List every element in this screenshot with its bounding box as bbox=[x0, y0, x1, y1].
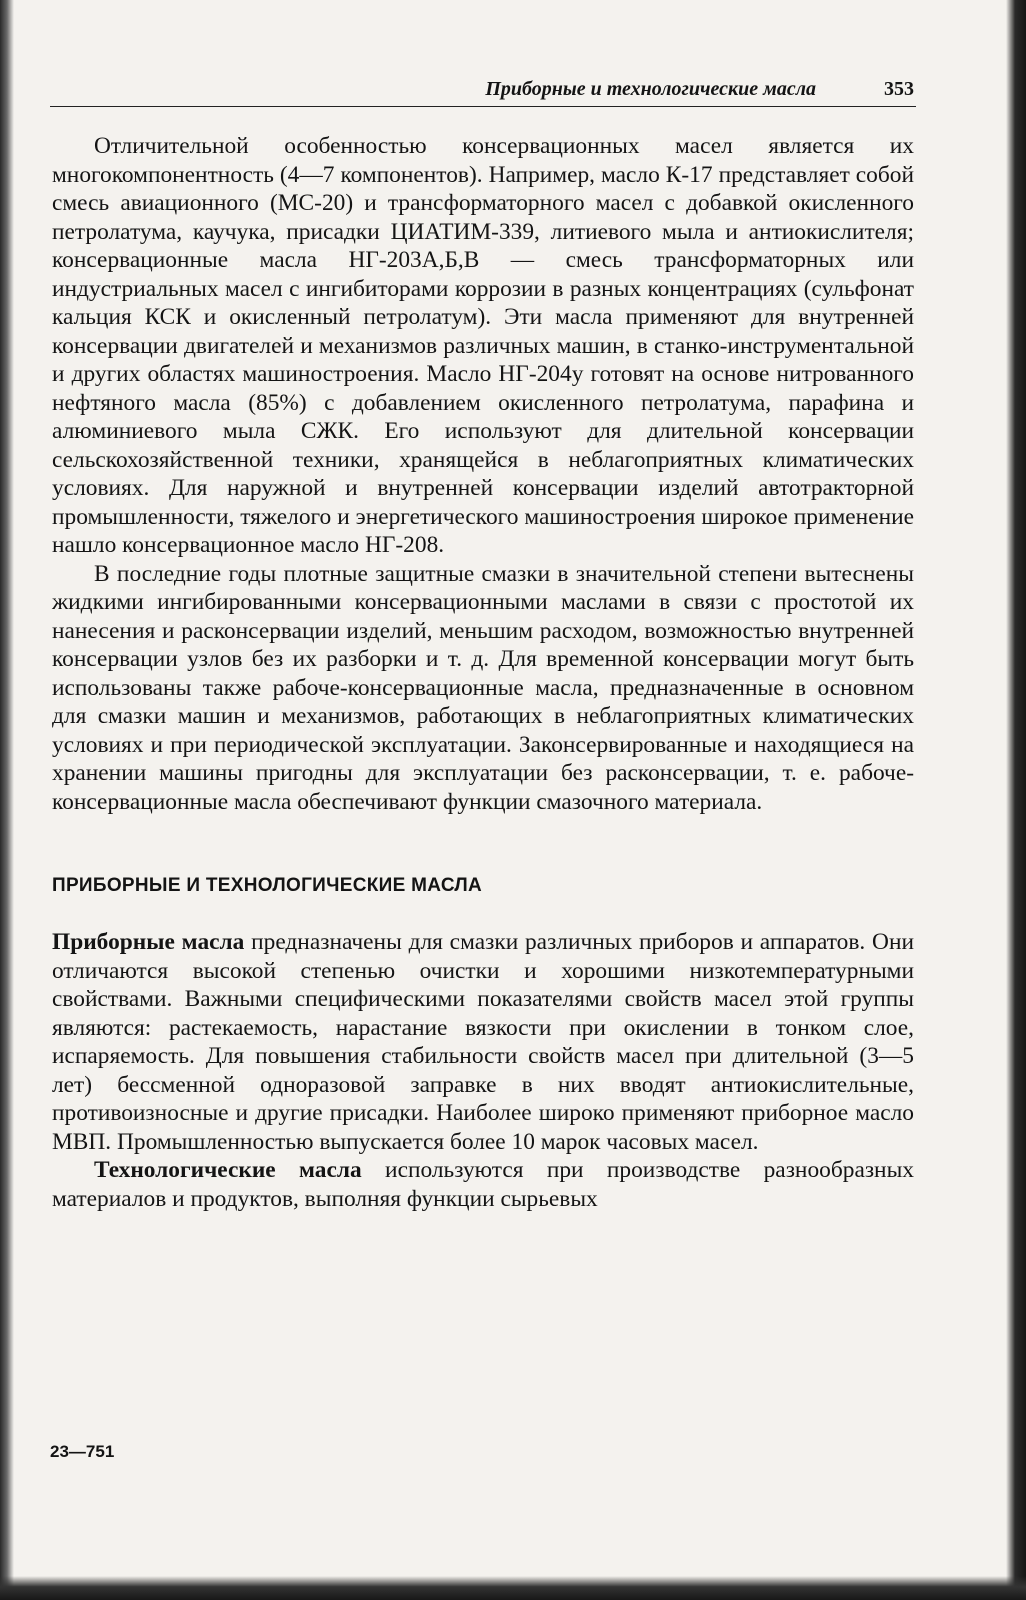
term-technological-oils: Технологические масла bbox=[94, 1157, 362, 1183]
paragraph-instrument-oils bbox=[52, 928, 914, 1156]
technological-oils-text: используются при производстве разнообразных материалов и продуктов, выполняя функции сырьевых bbox=[52, 1157, 914, 1212]
paragraph-technological-oils bbox=[52, 1156, 914, 1213]
paragraph-preservation-oils: Отличительной особенностью консервационных масел является их многокомпонентность (4—7 компонентов). Например, масло К-17 представляет собой смесь авиационного (МС-20) и трансформаторного масел с добавкой окисленного петролатума, каучука, присадки ЦИАТИМ-339, литиевого мыла и антиокислителя; консервационные масла НГ-203А,Б,В — смесь трансформаторных или индустриальных масел с ингибиторами коррозии в разных концентрациях (сульфонат кальция КСК и окисленный петролатум). Эти масла применяют для внутренней консервации двигателей и механизмов различных машин, в станко-инструментальной и других областях машиностроения. Масло НГ-204у готовят на основе нитрованного нефтяного масла (85%) с добавлением окисленного петролатума, парафина и алюминиевого мыла СЖК. Его используют для длительной консервации сельскохозяйственной техники, хранящейся в неблагоприятных климатических условиях. Для наружной и внутренней консервации изделий автотракторной промышленности, тяжелого и энергетического машиностроения широкое применение нашло консервационное масло НГ-208. bbox=[52, 133, 914, 558]
page-left-edge-shadow bbox=[0, 0, 14, 1600]
term-instrument-oils: Приборные масла bbox=[52, 929, 245, 955]
body-text bbox=[52, 132, 914, 1213]
printer-signature: 23—751 bbox=[50, 1442, 115, 1461]
page-bottom-edge-shadow bbox=[0, 1576, 1026, 1600]
section-heading: ПРИБОРНЫЕ И ТЕХНОЛОГИЧЕСКИЕ МАСЛА bbox=[52, 875, 483, 896]
instrument-oils-text: предназначены для смазки различных приборов и аппаратов. Они отличаются высокой степенью очистки и хорошими низкотемпературными свойствами. Важными специфическими показателями свойств масел этой группы являются: растекаемость, нарастание вязкости при окислении в тонком слое, испаряемость. Для повышения стабильности свойств масел при длительной (3—5 лет) бессменной одноразовой заправке в них вводят антиокислительные, противоизносные и другие присадки. Наиболее широко применяют приборное масло МВП. Промышленностью выпускается более 10 марок часовых масел. bbox=[52, 929, 914, 1155]
paragraph-protective-greases: В последние годы плотные защитные смазки в значительной степени вытеснены жидкими ингибированными консервационными маслами в связи с простотой их нанесения и расконсервации изделий, меньшим расходом, возможностью внутренней консервации узлов без их разборки и т. д. Для временной консервации могут быть использованы также рабоче-консервационные масла, предназначенные в основном для смазки машин и механизмов, работающих в неблагоприятных климатических условиях и при периодической эксплуатации. Законсервированные и находящиеся на хранении машины пригодны для эксплуатации без расконсервации, т. е. рабоче-консервационные масла обеспечивают функции смазочного материала. bbox=[52, 560, 914, 815]
running-header-title: Приборные и технологические масла bbox=[485, 78, 816, 100]
page-number: 353 bbox=[884, 78, 914, 100]
page-right-edge-shadow bbox=[1006, 0, 1026, 1600]
running-header bbox=[50, 78, 916, 107]
